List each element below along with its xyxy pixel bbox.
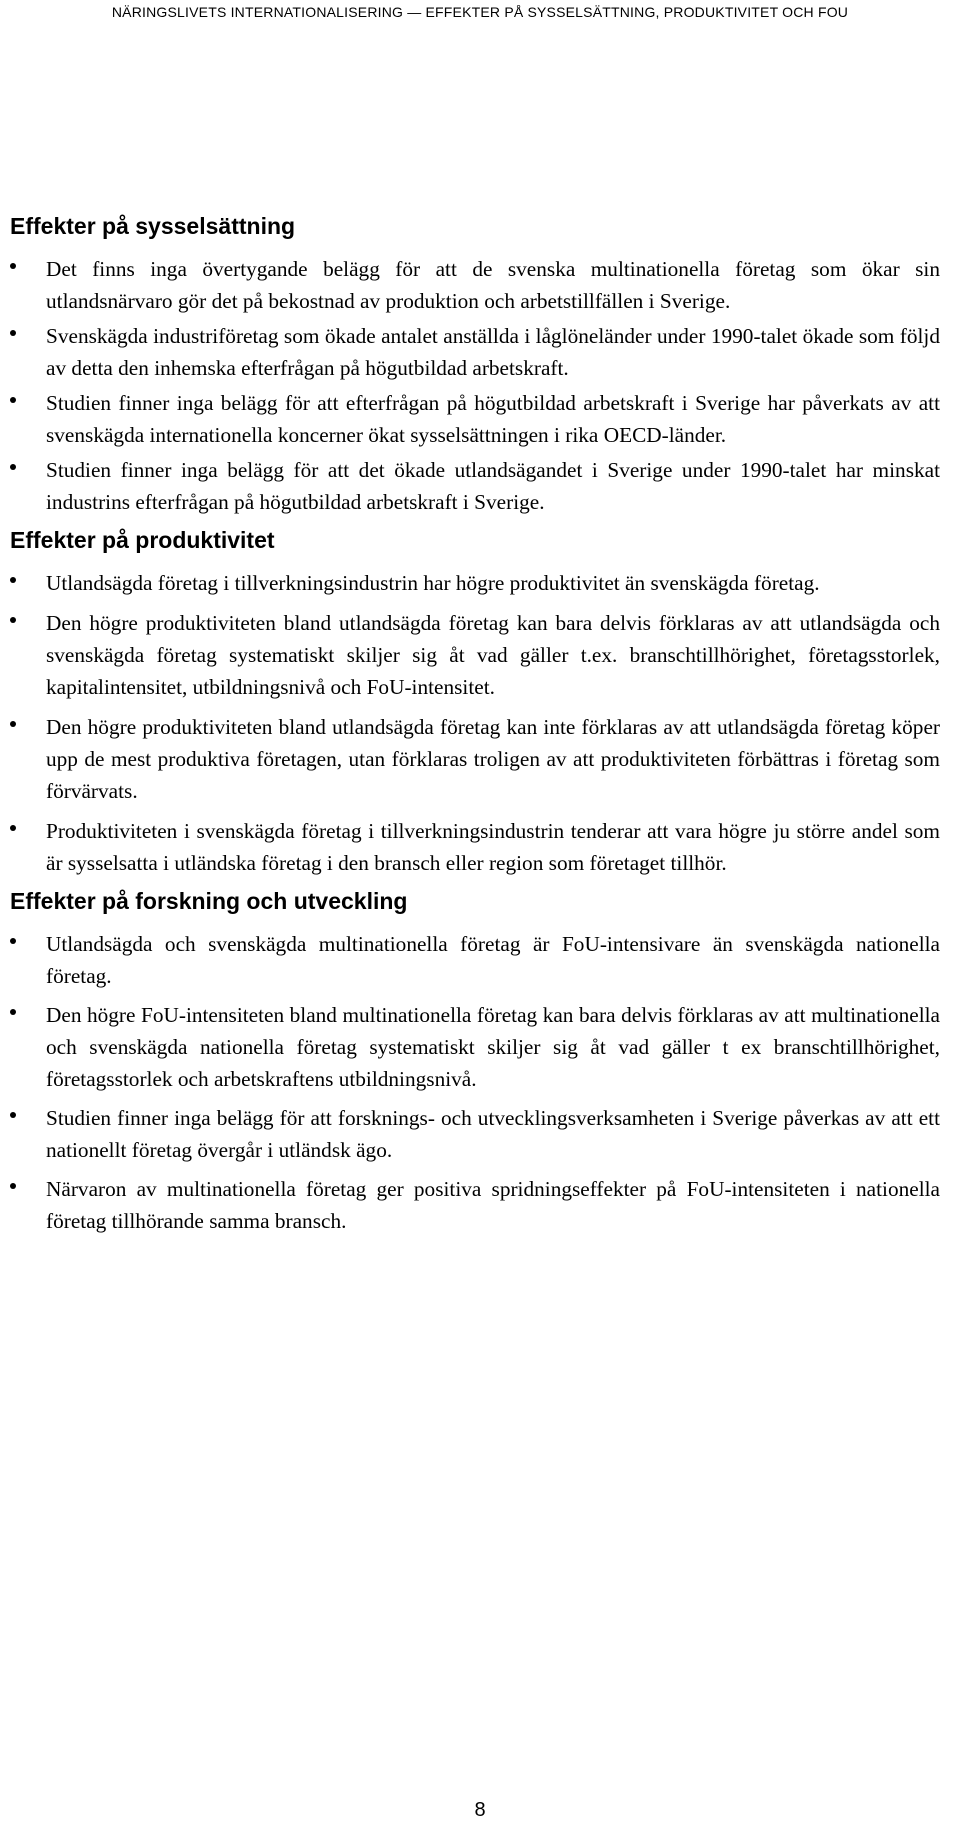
list-item — [10, 607, 940, 703]
bullet-icon — [10, 577, 16, 583]
page-number: 8 — [474, 1799, 486, 1821]
running-header: NÄRINGSLIVETS INTERNATIONALISERING — EFFEKTER PÅ SYSSELSÄTTNING, PRODUKTIVITET OCH FOU — [111, 4, 849, 20]
list-item-text: Det finns inga övertygande belägg för att de svenska multinationella företag som ökar sin utlandsnärvaro gör det på bekostnad av produktion och arbetstillfällen i Sverige. — [46, 257, 940, 313]
list-item — [10, 815, 940, 879]
section-sysselsattning — [10, 212, 940, 518]
list-item — [10, 1102, 940, 1166]
section-forskning-utveckling — [10, 887, 940, 1237]
list-item — [10, 253, 940, 317]
bullet-icon — [10, 330, 16, 336]
bullet-icon — [10, 397, 16, 403]
section-heading: Effekter på forskning och utveckling — [10, 888, 408, 914]
bullet-list — [10, 253, 940, 518]
list-item-text: Studien finner inga belägg för att det ökade utlandsägandet i Sverige under 1990-talet har minskat industrins efterfrågan på högutbildad arbetskraft i Sverige. — [46, 458, 940, 514]
bullet-icon — [10, 1112, 16, 1118]
bullet-icon — [10, 263, 16, 269]
list-item-text: Den högre produktiviteten bland utlandsägda företag kan inte förklaras av att utlandsägda företag köper upp de mest produktiva företagen, utan förklaras troligen av att produktiviteten förbättras i företag som förvärvats. — [46, 715, 940, 803]
section-heading: Effekter på sysselsättning — [10, 213, 296, 239]
list-item-text: Studien finner inga belägg för att forsknings- och utvecklingsverksamheten i Sverige påverkas av att ett nationellt företag övergår i utländsk ägo. — [46, 1106, 940, 1162]
list-item — [10, 711, 940, 807]
list-item-text: Produktiviteten i svenskägda företag i tillverkningsindustrin tenderar att vara högre ju större andel som är sysselsatta i utländska företag i den bransch eller region som företaget tillhör. — [46, 819, 940, 875]
section-produktivitet — [10, 526, 940, 879]
list-item — [10, 454, 940, 518]
bullet-icon — [10, 721, 16, 727]
bullet-icon — [10, 1183, 16, 1189]
section-heading: Effekter på produktivitet — [10, 527, 275, 553]
list-item-text: Den högre FoU-intensiteten bland multinationella företag kan bara delvis förklaras av att multinationella och svenskägda nationella företag systematiskt skiljer sig åt vad gäller t ex branschtillhörighet, företagsstorlek och arbetskraftens utbildningsnivå. — [46, 1003, 940, 1091]
list-item — [10, 320, 940, 384]
list-item-text: Utlandsägda och svenskägda multinationella företag är FoU-intensivare än svenskägda nationella företag. — [46, 932, 940, 988]
bullet-icon — [10, 1009, 16, 1015]
bullet-list — [10, 567, 940, 879]
bullet-icon — [10, 464, 16, 470]
document-body — [10, 212, 940, 1244]
bullet-icon — [10, 617, 16, 623]
list-item-text: Den högre produktiviteten bland utlandsägda företag kan bara delvis förklaras av att utlandsägda och svenskägda företag systematiskt skiljer sig åt vad gäller t.ex. branschtillhörighet, företagsstorlek, kapitalintensitet, utbildningsnivå och FoU-intensitet. — [46, 611, 940, 699]
list-item-text: Svenskägda industriföretag som ökade antalet anställda i låglöneländer under 1990-talet ökade som följd av detta den inhemska efterfrågan på högutbildad arbetskraft. — [46, 324, 940, 380]
bullet-icon — [10, 825, 16, 831]
bullet-icon — [10, 938, 16, 944]
list-item-text: Studien finner inga belägg för att efterfrågan på högutbildad arbetskraft i Sverige har påverkats av att svenskägda internationella koncerner ökat sysselsättningen i rika OECD-länder. — [46, 391, 940, 447]
bullet-list — [10, 928, 940, 1237]
list-item — [10, 928, 940, 992]
list-item — [10, 387, 940, 451]
list-item-text: Närvaron av multinationella företag ger positiva spridningseffekter på FoU-intensiteten i nationella företag tillhörande samma bransch. — [46, 1177, 940, 1233]
list-item — [10, 567, 940, 599]
list-item-text: Utlandsägda företag i tillverkningsindustrin har högre produktivitet än svenskägda företag. — [46, 571, 820, 595]
list-item — [10, 1173, 940, 1237]
list-item — [10, 999, 940, 1095]
